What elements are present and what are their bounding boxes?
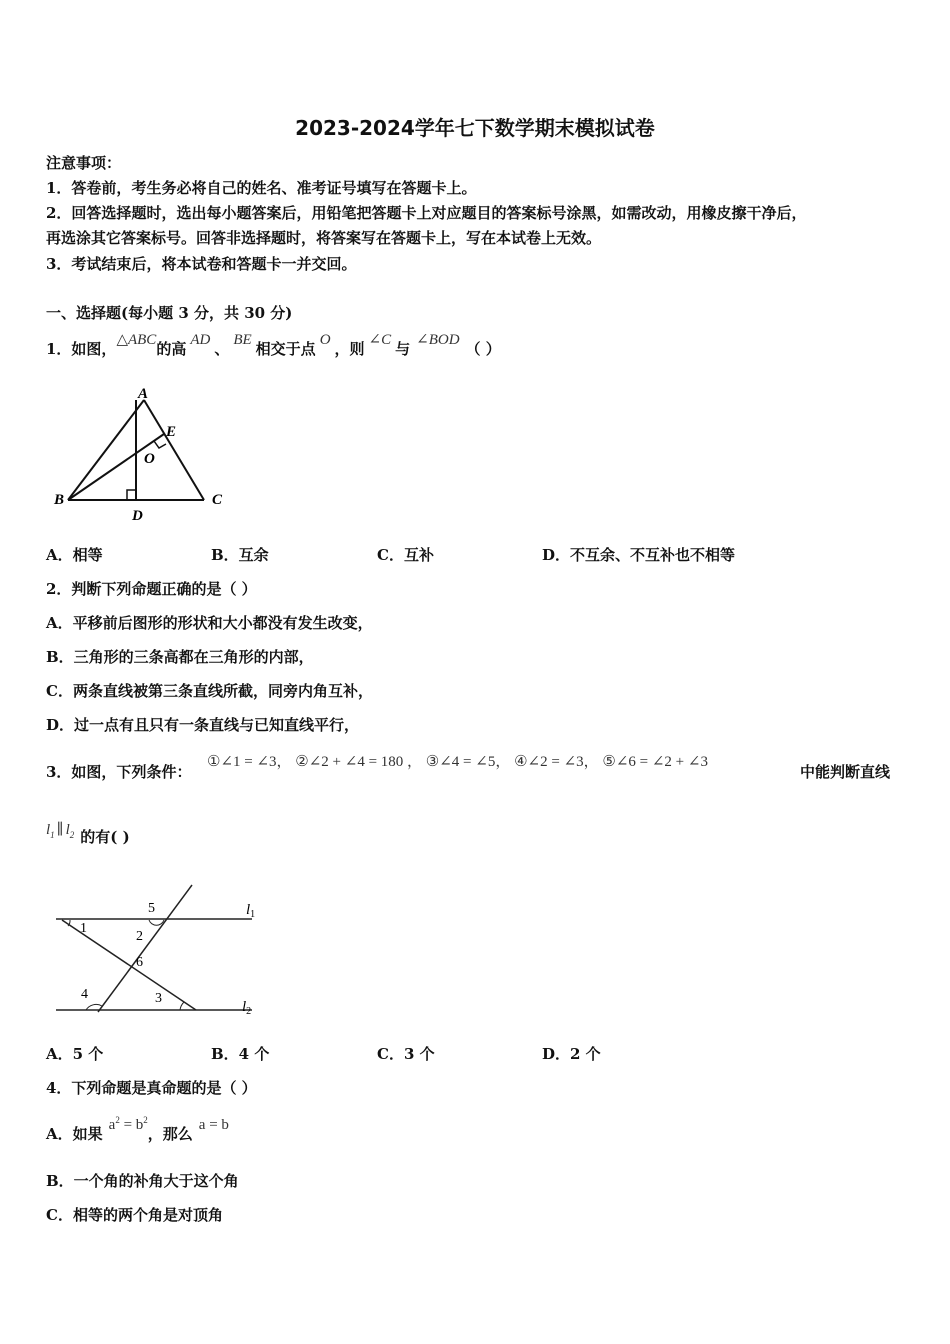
angle-label-2: 2 — [136, 929, 143, 944]
q1-option-b[interactable]: B．互余 — [211, 546, 269, 564]
q3-prefix: 3．如图，下列条件： — [46, 763, 192, 781]
notice-item: 再选涂其它答案标号。回答非选择题时，将答案写在答题卡上，写在本试卷上无效。 — [46, 229, 602, 247]
q3-stem-line2 — [46, 822, 130, 848]
q3-tail: 的有( ) — [80, 828, 130, 846]
q1-text: （ ） — [465, 340, 501, 358]
q3-l1: $l_1$ — [46, 822, 55, 840]
q1-text: ，则 — [334, 340, 365, 358]
notice-item: 3．考试结束后，将本试卷和答题卡一并交回。 — [46, 255, 357, 273]
q1-ad: AD — [190, 332, 211, 348]
q1-angle-c: ∠C — [368, 332, 392, 348]
vertex-label-o: O — [144, 451, 155, 467]
q3-l2: $l_2$ — [65, 822, 75, 840]
vertex-label-c: C — [212, 492, 223, 508]
notice-item: 2．回答选择题时，选出每小题答案后，用铅笔把答题卡上对应题目的答案标号涂黑，如需改动，用橡皮擦干净后， — [46, 204, 807, 222]
q1-prefix: 1．如图， — [46, 340, 117, 358]
q2-option-c[interactable]: C．两条直线被第三条直线所截，同旁内角互补， — [46, 682, 373, 700]
angle-label-3: 3 — [155, 991, 162, 1006]
q4-stem: 4．下列命题是真命题的是（ ） — [46, 1079, 257, 1097]
angle-label-5: 5 — [148, 901, 155, 916]
q1-text: 相交于点 — [255, 340, 316, 358]
q4-option-b[interactable]: B．一个角的补角大于这个角 — [46, 1172, 239, 1190]
q1-angle-bod: ∠BOD — [416, 332, 460, 348]
q1-triangle: △ABC — [116, 332, 157, 348]
q4-a-equation: $a^2 = b^2$ — [108, 1115, 148, 1133]
q4-a-prefix: A．如果 — [46, 1125, 103, 1143]
line-label-l2: $l_2$ — [242, 999, 252, 1017]
q1-o: O — [319, 332, 331, 348]
q4-option-c[interactable]: C．相等的两个角是对顶角 — [46, 1206, 223, 1224]
vertex-label-b: B — [54, 492, 65, 508]
q4-option-a[interactable] — [46, 1115, 229, 1144]
page-title: 2023-2024学年七下数学期末模拟试卷 — [295, 116, 655, 140]
q1-option-a[interactable]: A．相等 — [46, 546, 103, 564]
vertex-label-d: D — [132, 508, 143, 524]
q3-stem — [46, 761, 191, 782]
notice-heading: 注意事项： — [46, 154, 122, 172]
q1-option-d[interactable]: D．不互余、不互补也不相等 — [542, 546, 736, 564]
vertex-label-e: E — [166, 424, 177, 440]
q3-option-d[interactable]: D．2 个 — [542, 1045, 601, 1063]
q3-conditions: ①∠1 = ∠3， ②∠2 + ∠4 = 180 ， ③∠4 = ∠5， ④∠2 = ∠3， ⑤∠6 = ∠2 + ∠3 — [207, 754, 708, 770]
q3-option-c[interactable]: C．3 个 — [377, 1045, 435, 1063]
q3-lines-figure — [46, 880, 276, 1020]
notice-item: 1．答卷前，考生务必将自己的姓名、准考证号填写在答题卡上。 — [46, 179, 477, 197]
line-label-l1: $l_1$ — [246, 902, 256, 920]
q3-option-a[interactable]: A．5 个 — [46, 1045, 104, 1063]
vertex-label-a: A — [138, 386, 149, 402]
q1-be: BE — [233, 332, 252, 348]
angle-label-4: 4 — [81, 987, 88, 1002]
q2-option-a[interactable]: A．平移前后图形的形状和大小都没有发生改变， — [46, 614, 373, 632]
q2-option-b[interactable]: B．三角形的三条高都在三角形的内部， — [46, 648, 314, 666]
angle-label-6: 6 — [136, 955, 143, 970]
angle-label-1: 1 — [80, 921, 87, 936]
q1-text: 的高 — [156, 340, 187, 358]
q1-text: 与 — [395, 340, 411, 358]
q1-text: 、 — [214, 340, 230, 358]
q4-a-mid: ，那么 — [147, 1125, 193, 1143]
q3-option-b[interactable]: B．4 个 — [211, 1045, 270, 1063]
q4-a-conclusion: a = b — [198, 1117, 229, 1133]
q1-stem — [46, 332, 501, 359]
q2-option-d[interactable]: D．过一点有且只有一条直线与已知直线平行， — [46, 716, 360, 734]
parallel-symbol: ∥ — [56, 822, 64, 838]
q1-triangle-figure — [46, 382, 246, 527]
q2-stem: 2．判断下列命题正确的是（ ） — [46, 580, 257, 598]
q1-option-c[interactable]: C．互补 — [377, 546, 434, 564]
section-heading: 一、选择题(每小题 3 分，共 30 分) — [46, 304, 293, 322]
q3-suffix: 中能判断直线 — [800, 763, 891, 781]
